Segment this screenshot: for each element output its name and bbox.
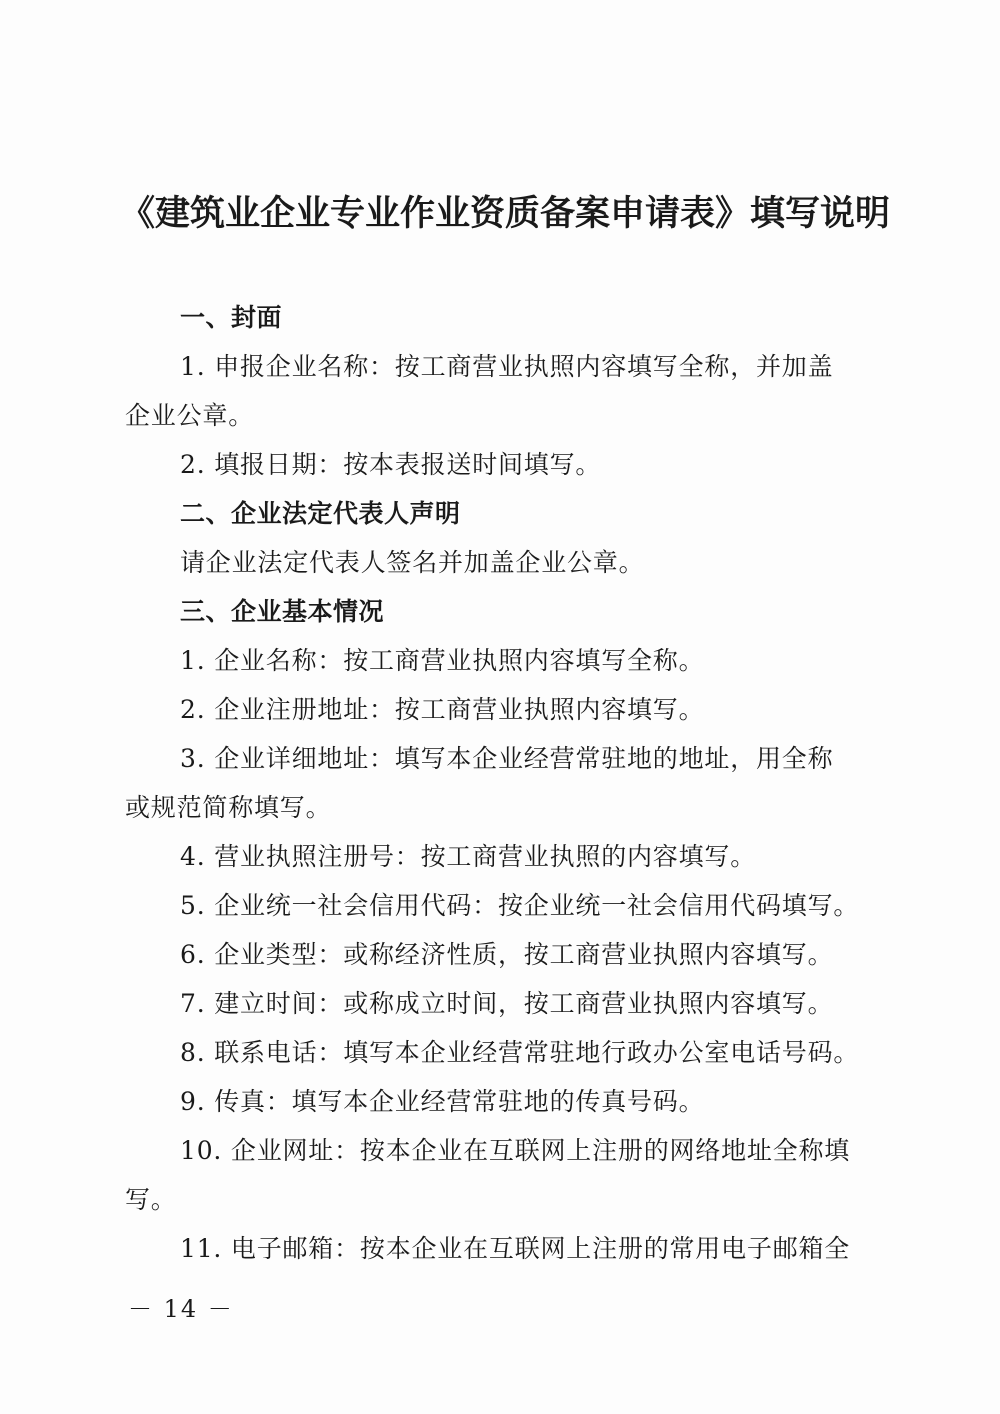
paragraph-line: 8. 联系电话：填写本企业经营常驻地行政办公室电话号码。 [180, 1038, 860, 1067]
paragraph-line: 11. 电子邮箱：按本企业在互联网上注册的常用电子邮箱全 [180, 1234, 851, 1263]
section-heading-cover: 一、封面 [180, 303, 283, 332]
paragraph-line: 2. 企业注册地址：按工商营业执照内容填写。 [180, 695, 705, 724]
paragraph-line: 企业公章。 [125, 401, 255, 430]
section-heading-basic-info: 三、企业基本情况 [180, 597, 385, 626]
paragraph-line: 3. 企业详细地址：填写本企业经营常驻地的地址，用全称 [180, 744, 834, 773]
paragraph-line: 2. 填报日期：按本表报送时间填写。 [180, 450, 602, 479]
paragraph-line: 9. 传真：填写本企业经营常驻地的传真号码。 [180, 1087, 705, 1116]
paragraph-line: 4. 营业执照注册号：按工商营业执照的内容填写。 [180, 842, 757, 871]
section-heading-declaration: 二、企业法定代表人声明 [180, 499, 461, 528]
paragraph-line: 5. 企业统一社会信用代码：按企业统一社会信用代码填写。 [180, 891, 860, 920]
paragraph-line: 7. 建立时间：或称成立时间，按工商营业执照内容填写。 [180, 989, 834, 1018]
document-title: 《建筑业企业专业作业资质备案申请表》填写说明 [120, 193, 891, 234]
paragraph-line: 请企业法定代表人签名并加盖企业公章。 [180, 548, 645, 577]
paragraph-line: 10. 企业网址：按本企业在互联网上注册的网络地址全称填 [180, 1136, 851, 1165]
paragraph-line: 写。 [125, 1185, 177, 1214]
page-number: － 14 － [128, 1295, 234, 1323]
paragraph-line: 或规范简称填写。 [125, 793, 332, 822]
paragraph-line: 1. 企业名称：按工商营业执照内容填写全称。 [180, 646, 705, 675]
paragraph-line: 6. 企业类型：或称经济性质，按工商营业执照内容填写。 [180, 940, 834, 969]
paragraph-line: 1. 申报企业名称：按工商营业执照内容填写全称，并加盖 [180, 352, 834, 381]
